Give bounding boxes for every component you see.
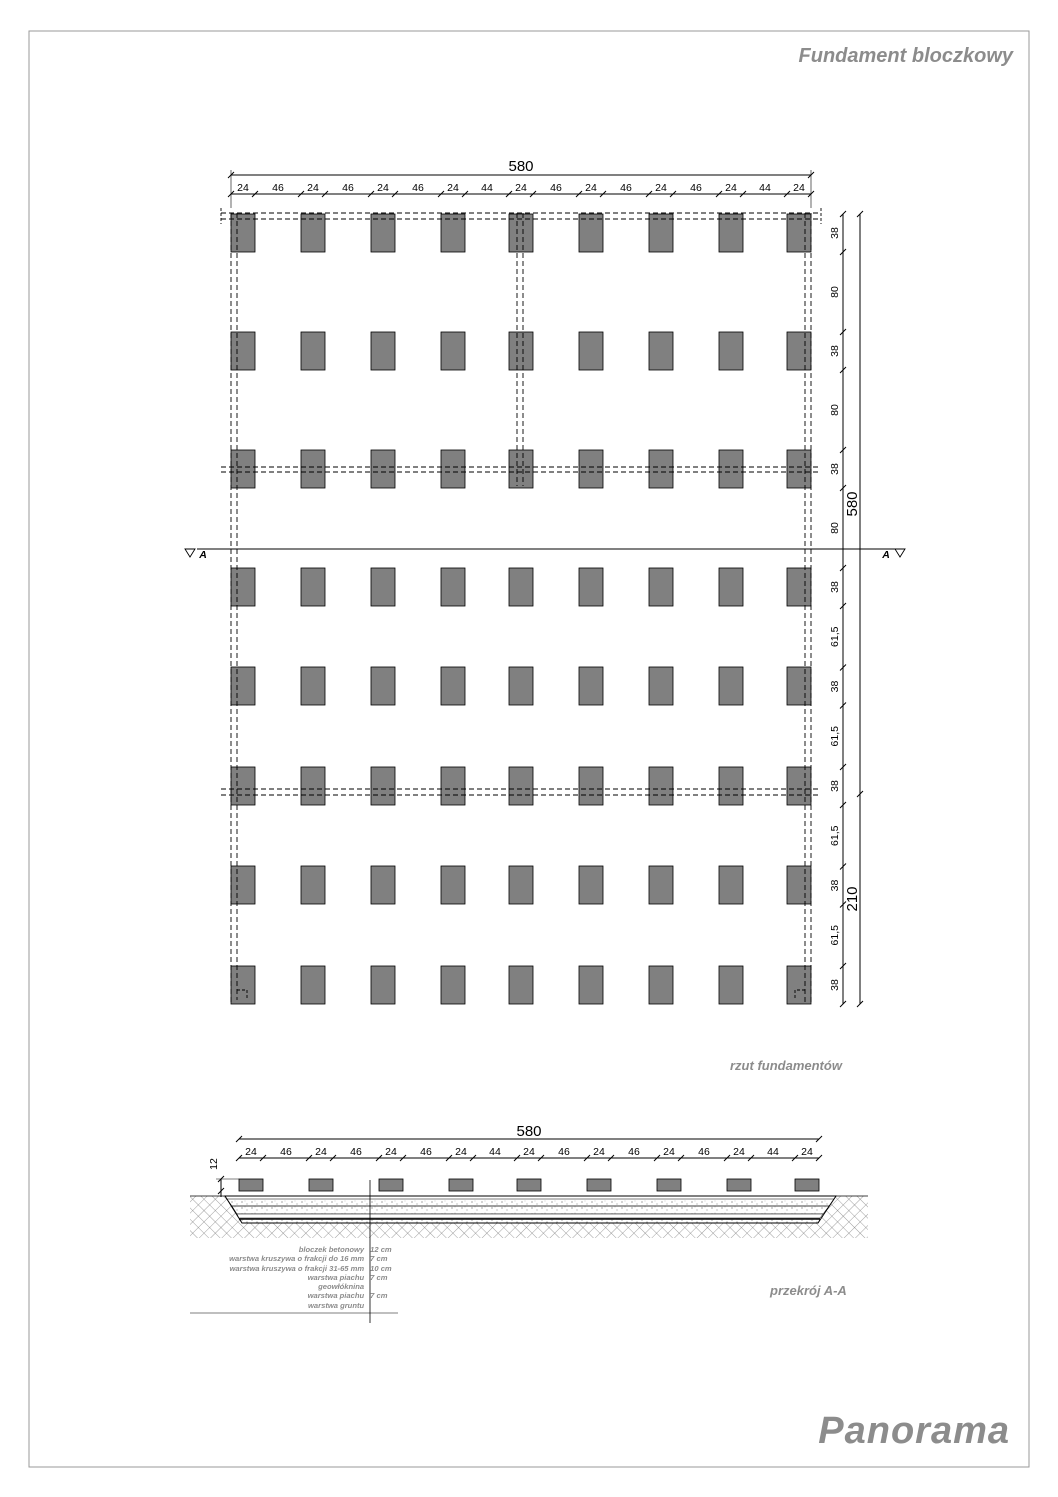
foundation-block <box>301 667 325 705</box>
height-segment-label: 80 <box>829 522 841 534</box>
foundation-block <box>719 214 743 252</box>
partial-height-label: 210 <box>844 886 861 912</box>
height-segment-label: 38 <box>829 780 841 792</box>
width-segment-label: 24 <box>377 182 389 194</box>
width-segment-label: 24 <box>515 182 527 194</box>
overall-height-label: 580 <box>844 491 861 517</box>
legend-layer-thickness: 12 cm <box>370 1245 392 1254</box>
legend-row <box>180 1291 400 1300</box>
foundation-block <box>301 214 325 252</box>
section-width-segment-label: 46 <box>628 1146 640 1158</box>
foundation-block <box>509 450 533 488</box>
foundation-block <box>509 568 533 606</box>
legend-layer-name: warstwa kruszywa o frakcji do 16 mm <box>229 1254 365 1264</box>
concrete-block <box>657 1179 681 1191</box>
height-segment-label: 38 <box>829 879 841 892</box>
concrete-block <box>379 1179 403 1191</box>
legend-layer-name: warstwa gruntu <box>308 1300 365 1310</box>
foundation-block <box>441 450 465 488</box>
foundation-block <box>441 568 465 606</box>
foundation-block <box>231 966 255 1004</box>
foundation-block <box>719 332 743 370</box>
section-width-segment-label: 24 <box>523 1146 535 1158</box>
overall-width-label: 580 <box>508 158 534 175</box>
foundation-block <box>371 568 395 606</box>
legend-row <box>180 1301 400 1310</box>
block-height-label: 12 <box>208 1158 220 1170</box>
width-segment-label: 46 <box>342 182 354 194</box>
section-width-segment-label: 46 <box>698 1146 710 1158</box>
foundation-block <box>509 214 533 252</box>
section-width-segment-label: 46 <box>558 1146 570 1158</box>
section-width-segment-label: 24 <box>315 1146 327 1158</box>
section-mark-left: A <box>199 549 207 561</box>
width-segment-label: 24 <box>307 182 319 194</box>
foundation-block <box>787 214 811 252</box>
foundation-block <box>649 966 673 1004</box>
foundation-block <box>371 966 395 1004</box>
concrete-block <box>449 1179 473 1191</box>
width-segment-label: 24 <box>585 182 597 194</box>
legend-row <box>180 1282 400 1291</box>
section-width-segment-label: 46 <box>280 1146 292 1158</box>
height-segment-label: 38 <box>829 581 841 593</box>
foundation-block <box>649 332 673 370</box>
height-segment-label: 38 <box>829 979 841 991</box>
legend-layer-thickness: 7 cm <box>370 1291 388 1301</box>
foundation-block <box>719 866 743 904</box>
brand-logo: Panorama <box>818 1410 1010 1452</box>
concrete-block <box>309 1179 333 1191</box>
section-mark-right: A <box>882 549 890 561</box>
width-segment-label: 44 <box>759 182 771 194</box>
foundation-block <box>719 767 743 805</box>
concrete-block <box>727 1179 751 1191</box>
section-width-segment-label: 44 <box>489 1146 501 1158</box>
width-segment-label: 24 <box>725 182 737 194</box>
foundation-block <box>649 866 673 904</box>
foundation-block <box>371 214 395 252</box>
aggregate-layer-16mm <box>227 1199 834 1206</box>
legend-row <box>180 1254 400 1263</box>
height-segment-label: 61,5 <box>829 925 841 946</box>
height-segment-label: 80 <box>829 286 841 298</box>
foundation-block <box>441 214 465 252</box>
height-segment-label: 38 <box>829 463 841 475</box>
foundation-block <box>719 966 743 1004</box>
concrete-block <box>795 1179 819 1191</box>
foundation-block <box>579 332 603 370</box>
foundation-block <box>579 568 603 606</box>
height-segment-label: 61,5 <box>829 626 841 647</box>
sand-layer-lower <box>239 1219 820 1223</box>
foundation-block <box>301 568 325 606</box>
foundation-block <box>649 568 673 606</box>
width-segment-label: 24 <box>237 182 249 194</box>
width-segment-label: 46 <box>272 182 284 194</box>
section-overall-width-label: 580 <box>516 1123 542 1140</box>
foundation-block <box>231 767 255 805</box>
section-width-segment-label: 46 <box>350 1146 362 1158</box>
section-width-segment-label: 24 <box>801 1146 813 1158</box>
foundation-block <box>579 667 603 705</box>
foundation-block <box>649 667 673 705</box>
legend-layer-name: warstwa kruszywa o frakcji 31-65 mm <box>229 1263 365 1273</box>
foundation-block <box>579 214 603 252</box>
foundation-block <box>719 450 743 488</box>
foundation-block <box>441 667 465 705</box>
foundation-plan <box>231 214 811 1004</box>
foundation-block <box>231 667 255 705</box>
legend-row <box>180 1273 400 1282</box>
foundation-block <box>231 568 255 606</box>
legend-layer-name: warstwa piachu <box>307 1272 365 1282</box>
foundation-block <box>301 966 325 1004</box>
foundation-block <box>509 866 533 904</box>
legend-layer-thickness <box>370 1282 400 1291</box>
legend-layer-thickness <box>370 1301 400 1310</box>
height-segment-label: 80 <box>829 404 841 416</box>
section-arrow <box>185 549 195 557</box>
foundation-block <box>719 667 743 705</box>
section-caption: przekrój A-A <box>770 1283 847 1298</box>
section-width-segment-label: 24 <box>455 1146 467 1158</box>
foundation-block <box>509 767 533 805</box>
plan-caption: rzut fundamentów <box>730 1058 842 1073</box>
plan-right-dimensions <box>829 211 863 1007</box>
foundation-block <box>301 767 325 805</box>
foundation-block <box>649 214 673 252</box>
foundation-block <box>231 332 255 370</box>
legend-layer-thickness: 7 cm <box>370 1272 388 1282</box>
section-width-segment-label: 44 <box>767 1146 779 1158</box>
legend-row <box>180 1245 400 1254</box>
plan-top-dimensions <box>228 158 814 208</box>
section-width-segment-label: 24 <box>663 1146 675 1158</box>
foundation-block <box>579 866 603 904</box>
height-segment-label: 38 <box>829 345 841 357</box>
section-width-segment-label: 24 <box>593 1146 605 1158</box>
foundation-block <box>231 214 255 252</box>
foundation-block <box>231 450 255 488</box>
aggregate-layer-31-65mm <box>232 1206 829 1214</box>
foundation-block <box>371 450 395 488</box>
foundation-block <box>231 866 255 904</box>
height-segment-label: 38 <box>829 680 841 693</box>
section-width-segment-label: 24 <box>385 1146 397 1158</box>
foundation-block <box>719 568 743 606</box>
concrete-block <box>239 1179 263 1191</box>
drawing-title: Fundament bloczkowy <box>798 45 1013 67</box>
legend-layer-thickness: 7 cm <box>370 1254 388 1264</box>
foundation-block <box>301 866 325 904</box>
foundation-block <box>579 767 603 805</box>
foundation-block <box>787 767 811 805</box>
foundation-block <box>787 332 811 370</box>
legend-layer-name: geowłóknina <box>318 1282 365 1292</box>
width-segment-label: 46 <box>412 182 424 194</box>
foundation-block <box>509 332 533 370</box>
foundation-block <box>579 450 603 488</box>
legend-row <box>180 1264 400 1273</box>
foundation-block <box>301 332 325 370</box>
legend-layer-name: bloczek betonowy <box>298 1245 365 1254</box>
section-width-segment-label: 24 <box>245 1146 257 1158</box>
foundation-block <box>649 767 673 805</box>
foundation-block <box>579 966 603 1004</box>
legend-layer-name: warstwa piachu <box>307 1291 365 1301</box>
concrete-block <box>587 1179 611 1191</box>
foundation-block <box>787 568 811 606</box>
foundation-block <box>301 450 325 488</box>
foundation-block <box>509 667 533 705</box>
foundation-block <box>441 966 465 1004</box>
foundation-block <box>371 667 395 705</box>
foundation-block <box>787 450 811 488</box>
layer-legend <box>180 1245 400 1310</box>
foundation-block <box>509 966 533 1004</box>
width-segment-label: 24 <box>447 182 459 194</box>
width-segment-label: 24 <box>793 182 805 194</box>
section-arrow <box>895 549 905 557</box>
foundation-block <box>371 866 395 904</box>
foundation-block <box>441 332 465 370</box>
foundation-block <box>787 866 811 904</box>
section-width-segment-label: 46 <box>420 1146 432 1158</box>
height-segment-label: 61,5 <box>829 825 841 846</box>
foundation-block <box>787 667 811 705</box>
height-segment-label: 38 <box>829 227 841 239</box>
width-segment-label: 46 <box>690 182 702 194</box>
width-segment-label: 46 <box>550 182 562 194</box>
width-segment-label: 44 <box>481 182 493 194</box>
foundation-block <box>649 450 673 488</box>
foundation-block <box>371 332 395 370</box>
foundation-block <box>371 767 395 805</box>
foundation-block <box>441 866 465 904</box>
width-segment-label: 24 <box>655 182 667 194</box>
section-line-a-a <box>185 549 905 561</box>
concrete-block <box>517 1179 541 1191</box>
foundation-block <box>787 966 811 1004</box>
foundation-block <box>441 767 465 805</box>
section-width-segment-label: 24 <box>733 1146 745 1158</box>
sand-layer-upper <box>237 1214 823 1218</box>
legend-layer-thickness: 10 cm <box>370 1263 392 1273</box>
width-segment-label: 46 <box>620 182 632 194</box>
height-segment-label: 61,5 <box>829 726 841 747</box>
